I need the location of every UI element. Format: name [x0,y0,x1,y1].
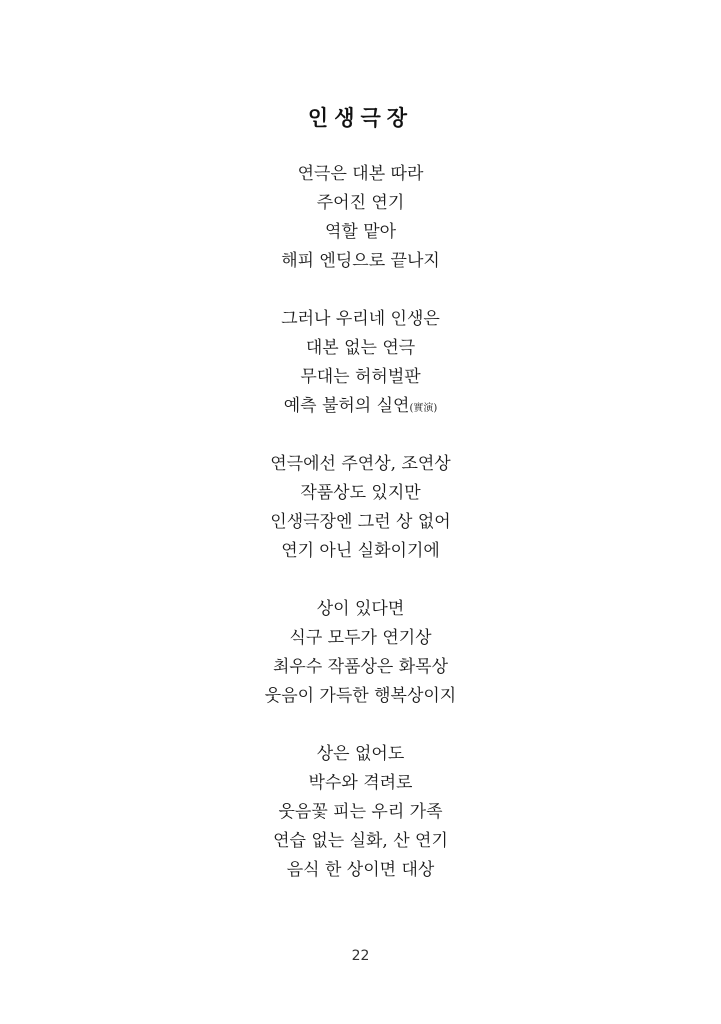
stanza-break [0,421,721,450]
stanza-break [0,566,721,595]
poem-line: 음식 한 상이면 대상 [286,860,435,880]
poem-line-text: 예측 불허의 실연 [283,396,410,416]
poem-line: 최우수 작품상은 화목상 [272,657,449,677]
hanja-annotation: (實演) [409,403,438,414]
stanza-1 [0,160,721,276]
stanza-3 [0,450,721,566]
poem-line: 박수와 격려로 [308,773,413,793]
poem-line: 연극은 대본 따라 [297,164,424,184]
poem-line: 상이 있다면 [316,599,405,619]
poem-line: 무대는 허허벌판 [300,367,421,387]
stanza-4 [0,595,721,711]
poem-line: 주어진 연기 [316,193,405,213]
poem-line: 작품상도 있지만 [300,483,421,503]
poem-line: 연극에선 주연상, 조연상 [270,454,451,474]
page-number: 22 [351,948,370,964]
poem-line: 그러나 우리네 인생은 [281,309,440,329]
stanza-break [0,276,721,305]
poem-line: 연습 없는 실화, 산 연기 [273,831,448,851]
poem-line: 식구 모두가 연기상 [289,628,432,648]
poem-line: 상은 없어도 [316,744,405,764]
poem-line: 대본 없는 연극 [305,338,416,358]
poem-line-annotated [0,392,721,421]
poem-body [0,160,721,885]
stanza-break [0,711,721,740]
poem-line: 웃음이 가득한 행복상이지 [264,686,457,706]
stanza-2 [0,305,721,421]
poem-title: 인생극장 [307,106,414,130]
poem-line: 역할 맡아 [324,222,397,242]
stanza-5 [0,740,721,885]
poem-line: 연기 아닌 실화이기에 [281,541,440,561]
poem-line: 해피 엔딩으로 끝나지 [281,251,440,271]
poem-line: 인생극장엔 그런 상 없어 [270,512,451,532]
poem-line: 웃음꽃 피는 우리 가족 [278,802,443,822]
